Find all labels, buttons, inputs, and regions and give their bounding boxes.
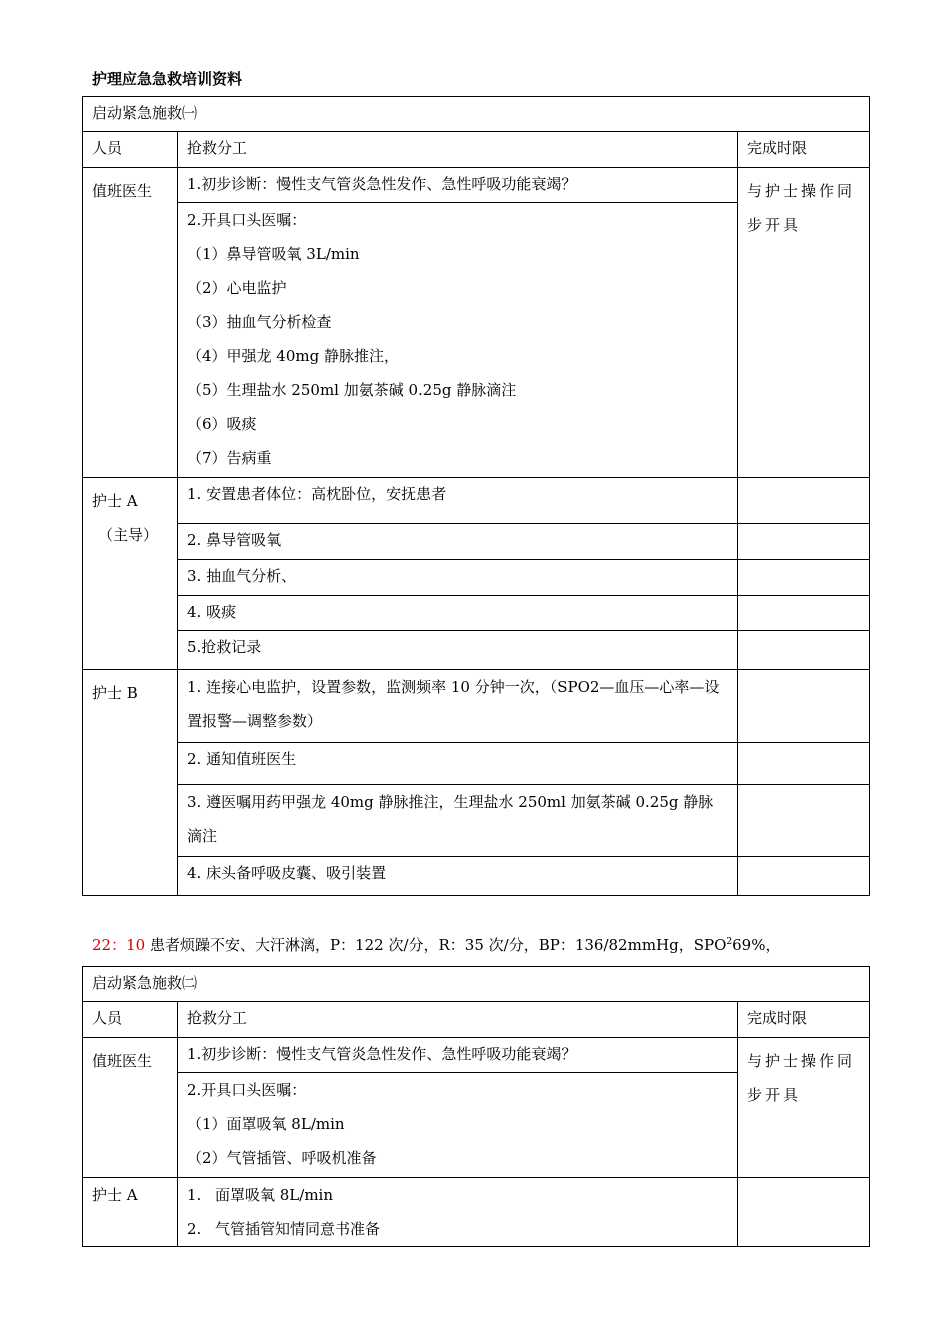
header-deadline: 完成时限 (738, 132, 870, 168)
note-sup: 2 (726, 937, 733, 947)
order-item: （4）甲强龙 40mg 静脉推注， (187, 347, 399, 365)
deadline-cell (738, 670, 870, 743)
task-number: 2. (187, 1220, 202, 1238)
orders-title: 2.开具口头医嘱： (187, 1081, 307, 1099)
task-row: 1. 安置患者体位：高枕卧位，安抚患者 (178, 478, 738, 524)
order-item: （1）面罩吸氧 8L/min (187, 1115, 345, 1133)
deadline-cell (738, 743, 870, 785)
doctor-deadline: 与护士操作同步开具 (738, 1038, 870, 1178)
note-time: 22：10 (92, 936, 146, 954)
role-label: 护士 A (92, 492, 138, 510)
note-text: 患者烦躁不安、大汗淋漓，P：122 次/分，R：35 次/分，BP：136/82mmHg，SPO (145, 936, 727, 954)
role-sub-label: （主导） (98, 526, 159, 544)
order-item: （1）鼻导管吸氧 3L/min (187, 245, 360, 263)
deadline-cell (738, 857, 870, 896)
table-caption: 启动紧急施救㈠ (83, 97, 870, 132)
order-item: （7）告病重 (187, 449, 272, 467)
task-text: 面罩吸氧 8L/min (215, 1186, 334, 1204)
role-nurse-a: 护士 A (83, 1178, 178, 1247)
task-row: 2. 鼻导管吸氧 (178, 524, 738, 560)
doctor-diagnosis: 1.初步诊断：慢性支气管炎急性发作、急性呼吸功能衰竭？ (178, 168, 738, 203)
order-item: （2）心电监护 (187, 279, 287, 297)
header-staff: 人员 (83, 132, 178, 168)
order-item: （6）吸痰 (187, 415, 257, 433)
header-deadline: 完成时限 (738, 1002, 870, 1038)
deadline-cell (738, 631, 870, 670)
deadline-cell (738, 596, 870, 631)
role-nurse-a (83, 478, 178, 670)
deadline-cell (738, 1178, 870, 1247)
doctor-diagnosis: 1.初步诊断：慢性支气管炎急性发作、急性呼吸功能衰竭？ (178, 1038, 738, 1073)
task-number: 1. (187, 1186, 202, 1204)
task-row: 4. 床头备呼吸皮囊、吸引装置 (178, 857, 738, 896)
status-note (92, 934, 780, 955)
task-row: 3. 抽血气分析、 (178, 560, 738, 596)
rescue-table-1 (82, 96, 870, 896)
role-doctor: 值班医生 (83, 1038, 178, 1178)
deadline-cell (738, 478, 870, 524)
orders-title: 2.开具口头医嘱： (187, 211, 307, 229)
order-item: （5）生理盐水 250ml 加氨茶碱 0.25g 静脉滴注 (187, 381, 517, 399)
header-task: 抢救分工 (178, 1002, 738, 1038)
header-task: 抢救分工 (178, 132, 738, 168)
nurse-a-tasks (178, 1178, 738, 1247)
deadline-cell (738, 560, 870, 596)
doctor-orders (178, 203, 738, 478)
document-title: 护理应急急救培训资料 (92, 70, 243, 88)
deadline-cell (738, 524, 870, 560)
task-row: 4. 吸痰 (178, 596, 738, 631)
role-nurse-b: 护士 B (83, 670, 178, 896)
task-row: 1. 连接心电监护，设置参数，监测频率 10 分钟一次，（SPO2—血压—心率—设置报警—调整参数） (178, 670, 738, 743)
note-tail: 69%， (732, 936, 781, 954)
task-row: 3. 遵医嘱用药甲强龙 40mg 静脉推注，生理盐水 250ml 加氨茶碱 0.25g 静脉滴注 (178, 785, 738, 857)
order-item: （2）气管插管、呼吸机准备 (187, 1149, 377, 1167)
role-doctor: 值班医生 (83, 168, 178, 478)
task-row: 5.抢救记录 (178, 631, 738, 670)
header-staff: 人员 (83, 1002, 178, 1038)
task-row (187, 1212, 728, 1246)
rescue-table-2 (82, 966, 870, 1247)
task-row: 2. 通知值班医生 (178, 743, 738, 785)
order-item: （3）抽血气分析检查 (187, 313, 332, 331)
table-caption: 启动紧急施救㈡ (83, 967, 870, 1002)
task-text: 气管插管知情同意书准备 (215, 1220, 381, 1238)
doctor-orders (178, 1073, 738, 1178)
deadline-cell (738, 785, 870, 857)
doctor-deadline: 与护士操作同步开具 (738, 168, 870, 478)
task-row (187, 1178, 728, 1212)
